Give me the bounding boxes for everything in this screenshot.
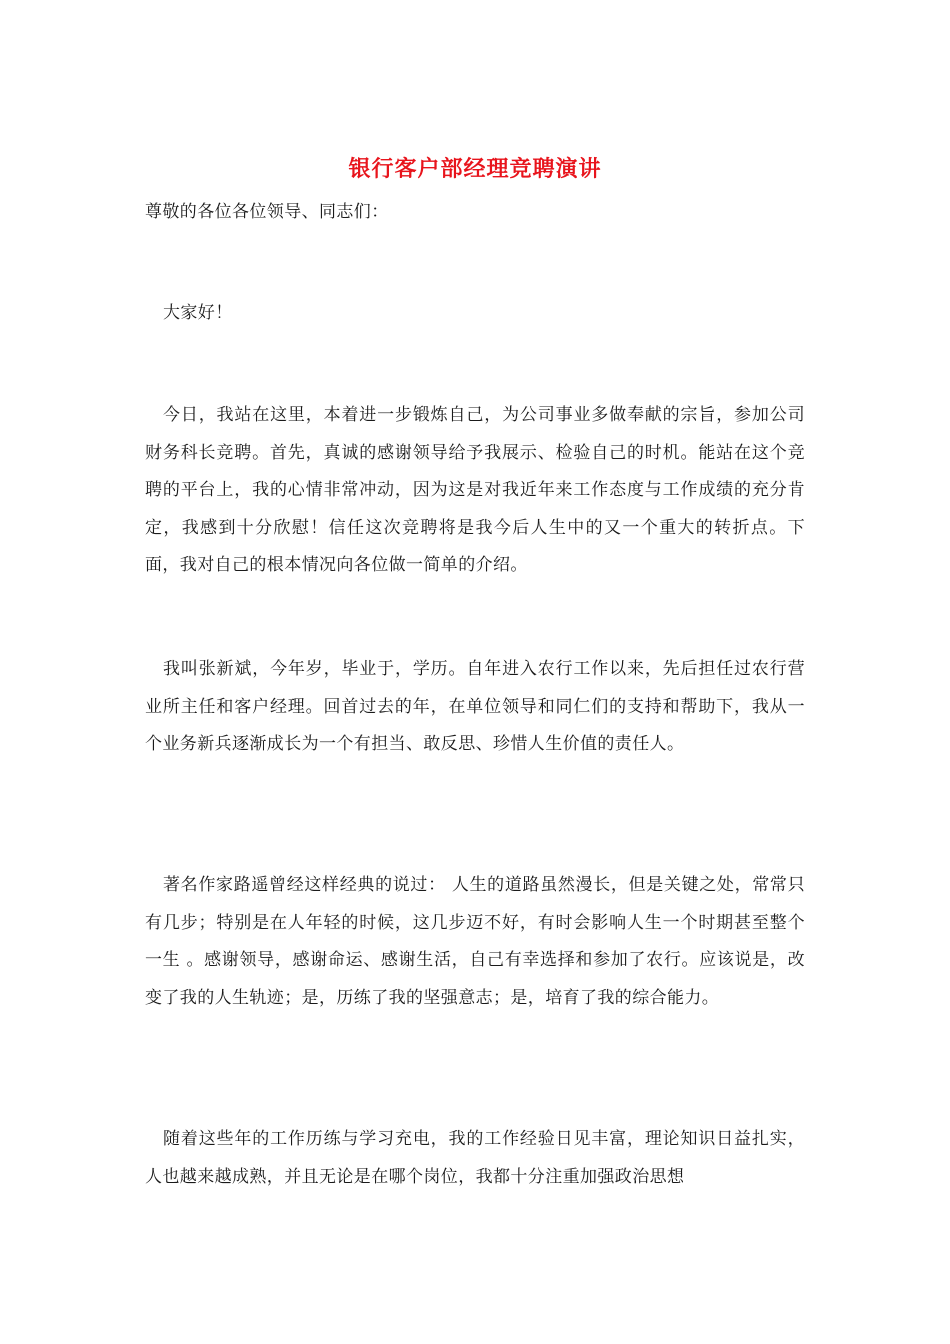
body-paragraph: 今日，我站在这里，本着进一步锻炼自己，为公司事业多做奉献的宗旨，参加公司财务科长竞聘。首先，真诚的感谢领导给予我展示、检验自己的时机。能站在这个竞聘的平台上，我的心情非常冲动，因为这是对我近年来工作态度与工作成绩的充分肯定，我感到十分欣慰！信任这次竞聘将是我今后人生中的又一个重大的转折点。下面，我对自己的根本情况向各位做一简单的介绍。: [145, 405, 805, 575]
salutation: 尊敬的各位各位领导、同志们：: [145, 202, 389, 222]
body-paragraph: 随着这些年的工作历练与学习充电，我的工作经验日见丰富，理论知识日益扎实，人也越来越成熟，并且无论是在哪个岗位，我都十分注重加强政治思想: [145, 1129, 805, 1187]
body-paragraph: 著名作家路遥曾经这样经典的说过： 人生的道路虽然漫长，但是关键之处，常常只有几步；特别是在人年轻的时候，这几步迈不好，有时会影响人生一个时期甚至整个一生 。感谢领导，感谢命运、感谢生活，自己有幸选择和参加了农行。应该说是，改变了我的人生轨迹；是，历练了我的坚强意志；是，培育了我的综合能力。: [145, 875, 805, 1008]
document-title: 银行客户部经理竞聘演讲: [348, 156, 602, 182]
body-paragraph: 我叫张新斌，今年岁，毕业于，学历。自年进入农行工作以来，先后担任过农行营业所主任和客户经理。回首过去的年，在单位领导和同仁们的支持和帮助下，我从一个业务新兵逐渐成长为一个有担当、敢反思、珍惜人生价值的责任人。: [145, 659, 805, 754]
greeting: 大家好！: [163, 303, 233, 323]
